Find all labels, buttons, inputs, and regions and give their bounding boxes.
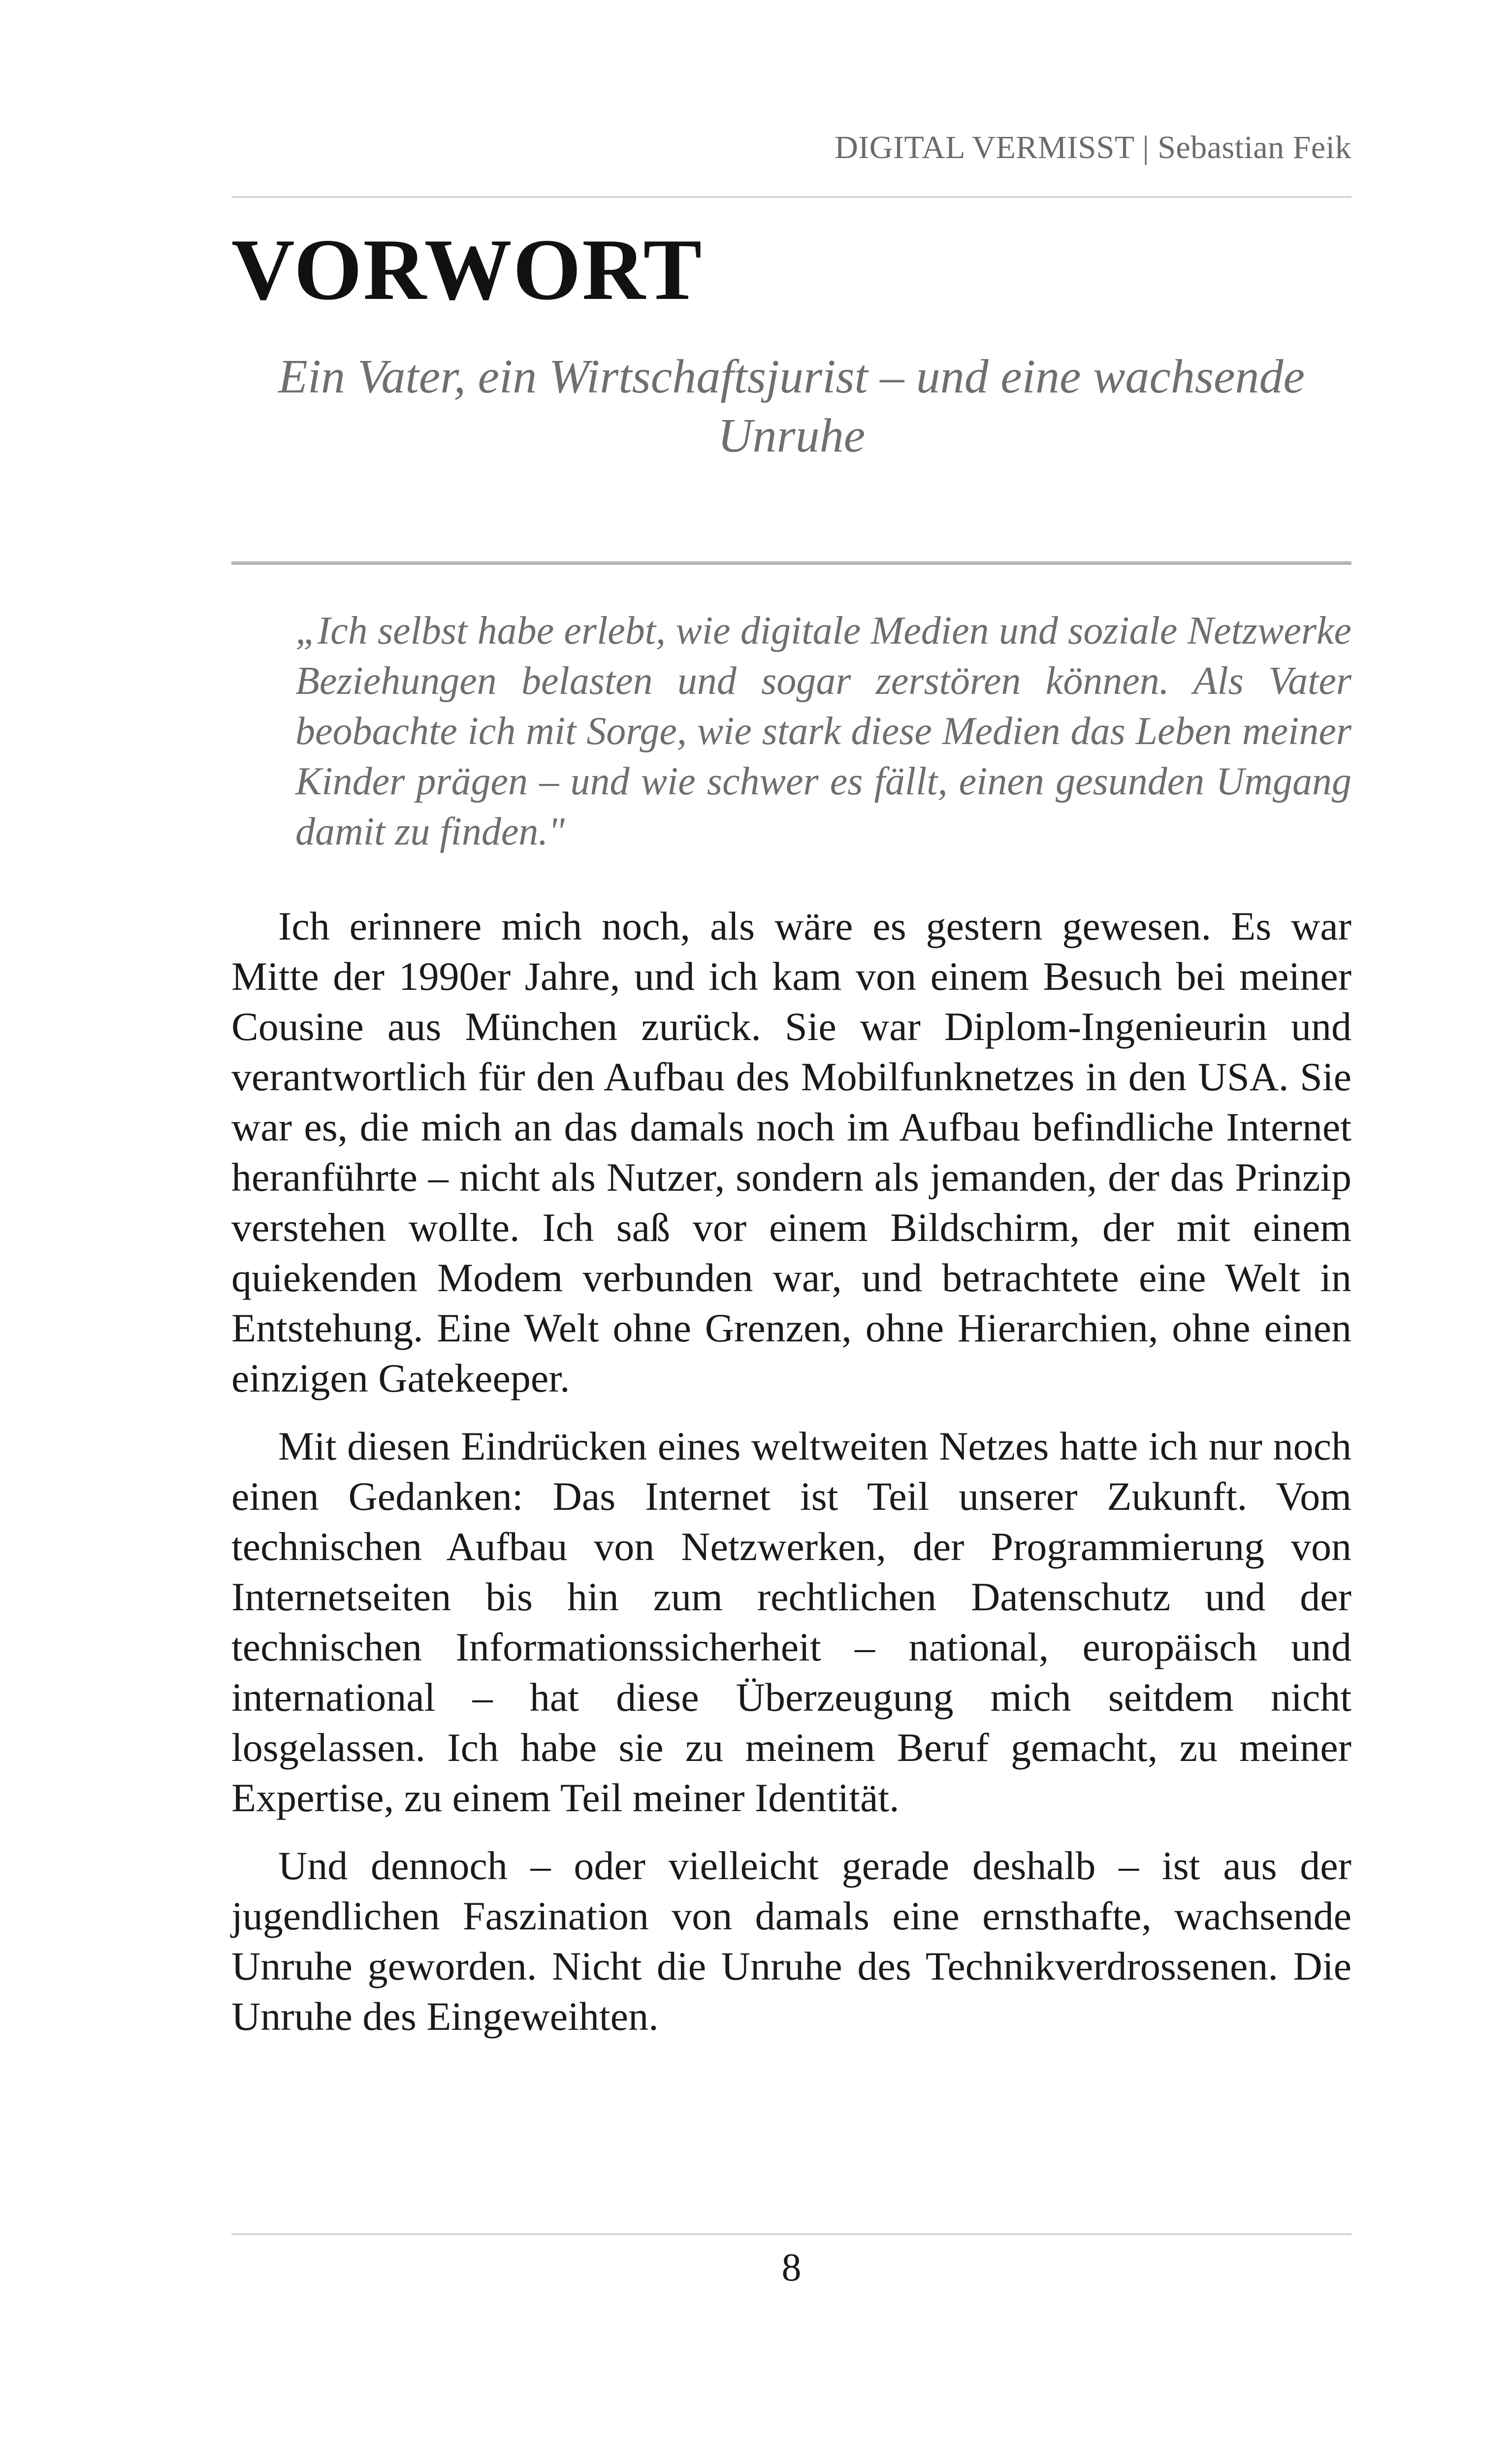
body-paragraph: Ich erinnere mich noch, als wäre es gestern gewesen. Es war Mitte der 1990er Jahre, und ich kam von einem Besuch bei meiner Cousine aus München zurück. Sie war Diplom-Ingenieurin und verantwortlich für den Aufbau des Mobilfunknetzes in den USA. Sie war es, die mich an das damals noch im Aufbau befindliche Internet heranführte – nicht als Nutzer, sondern als jemanden, der das Prinzip verstehen wollte. Ich saß vor einem Bildschirm, der mit einem quiekenden Modem verbunden war, und betrachtete eine Welt in Entstehung. Eine Welt ohne Grenzen, ohne Hierarchien, ohne einen einzigen Gatekeeper.	[231, 904, 1351, 1401]
page-number: 8	[781, 2246, 802, 2289]
chapter-title: VORWORT	[231, 221, 703, 318]
running-header: DIGITAL VERMISST | Sebastian Feik	[835, 130, 1351, 165]
body-paragraph: Und dennoch – oder vielleicht gerade deshalb – ist aus der jugendlichen Faszination von damals eine ernsthafte, wachsende Unruhe geworden. Nicht die Unruhe des Technikverdrossenen. Die Unruhe des Eingeweihten.	[231, 1843, 1351, 2039]
body-paragraph: Mit diesen Eindrücken eines weltweiten Netzes hatte ich nur noch einen Gedanken: Das Internet ist Teil unserer Zukunft. Vom technischen Aufbau von Netzwerken, der Programmierung von Internetseiten bis hin zum rechtlichen Datenschutz und der technischen Informationssicherheit – national, europäisch und international – hat diese Überzeugung mich seitdem nicht losgelassen. Ich habe sie zu meinem Beruf gemacht, zu meiner Expertise, zu einem Teil meiner Identität.	[231, 1424, 1351, 1820]
body-text	[231, 901, 1351, 2059]
footer-divider	[231, 2233, 1351, 2235]
epigraph-quote: „Ich selbst habe erlebt, wie digitale Medien und soziale Netzwerke Beziehungen belasten und sogar zerstören können. Als Vater beobachte ich mit Sorge, wie stark diese Medien das Leben meiner Kinder prägen – und wie schwer es fällt, einen gesunden Umgang damit zu finden."	[295, 609, 1351, 853]
title-divider	[231, 561, 1351, 565]
chapter-subtitle: Ein Vater, ein Wirtschaftsjurist – und eine wachsende Unruhe	[278, 350, 1305, 462]
header-divider	[231, 196, 1351, 198]
